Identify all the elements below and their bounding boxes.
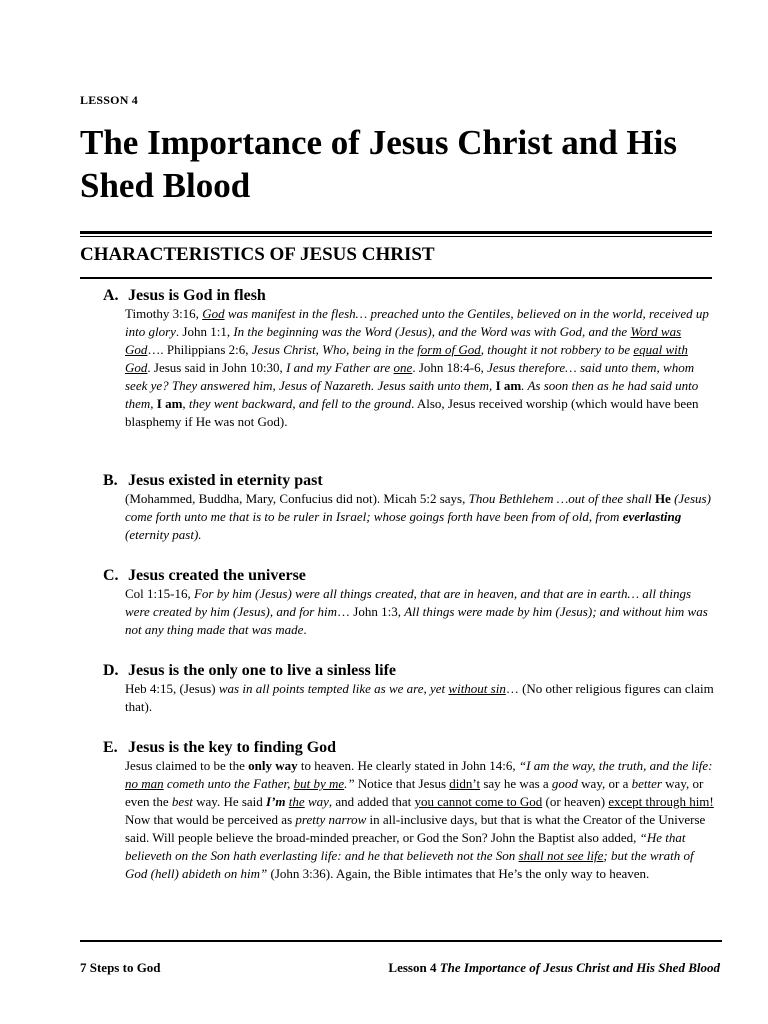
footer-lesson-name: The Importance of Jesus Christ and His Shed Blood bbox=[439, 960, 720, 975]
item-heading-text: Jesus is God in flesh bbox=[128, 287, 266, 304]
section-title: CHARACTERISTICS OF JESUS CHRIST bbox=[80, 244, 435, 265]
body-text-run: . John 1:1, bbox=[175, 324, 234, 339]
body-text-run: For by him (Jesus) were all things created, that are in heaven, and that are in earth… all things were created by him (Jesus), and for him bbox=[125, 586, 692, 619]
body-text-run: (Mohammed, Buddha, Mary, Confucius did not). Micah 5:2 says, bbox=[125, 491, 469, 506]
footer-lesson-prefix: Lesson 4 bbox=[388, 960, 440, 975]
item-body bbox=[125, 305, 715, 431]
body-text-run: Jesus therefore… said unto them, whom seek ye? They answered him, Jesus of Nazareth. Jesus saith unto them, bbox=[125, 360, 695, 393]
footer-lesson-title bbox=[388, 960, 720, 976]
body-text-run: but by me bbox=[293, 776, 345, 791]
body-text-run: I and my Father are bbox=[286, 360, 394, 375]
item-heading-text: Jesus is the key to finding God bbox=[128, 739, 337, 756]
body-text-run: you cannot come to God bbox=[414, 794, 543, 809]
body-text-run: best bbox=[171, 794, 193, 809]
body-text-run: shall not see life bbox=[518, 848, 604, 863]
body-text-run: I am bbox=[156, 396, 183, 411]
body-text-run: no man bbox=[125, 776, 164, 791]
body-text-run: In the beginning was the Word (Jesus), and the Word was with God, and the bbox=[233, 324, 631, 339]
body-text-run: didn’t bbox=[449, 776, 481, 791]
body-text-run: Now that would be perceived as bbox=[125, 812, 296, 827]
body-text-run: Timothy 3:16, bbox=[125, 306, 203, 321]
item-letter: D. bbox=[103, 662, 119, 679]
body-text-run: I am bbox=[495, 378, 522, 393]
body-text-run: God bbox=[202, 306, 225, 321]
item-body bbox=[125, 490, 715, 544]
body-text-run: Col 1:15-16, bbox=[125, 586, 194, 601]
body-text-run: Word was God bbox=[125, 324, 682, 357]
body-text-run: . As soon then as he had said unto them, bbox=[125, 378, 699, 411]
body-text-run: (John 3:36). Again, the Bible intimates that He’s the only way to heaven. bbox=[267, 866, 650, 881]
title-rule-thin bbox=[80, 236, 712, 237]
item-body bbox=[125, 680, 715, 716]
item-letter: E. bbox=[103, 739, 118, 756]
item-letter: A. bbox=[103, 287, 119, 304]
body-text-run: …. Philippians 2:6, bbox=[147, 342, 252, 357]
item-heading-text: Jesus existed in eternity past bbox=[128, 472, 323, 489]
body-text-run: was in all points tempted like as we are, yet bbox=[218, 681, 449, 696]
body-text-run: All things were made by him (Jesus); and without him was not any thing made that was made bbox=[125, 604, 708, 637]
body-text-run: pretty narrow bbox=[295, 812, 367, 827]
body-text-run: Jesus Christ, Who, being in the bbox=[251, 342, 418, 357]
item-heading bbox=[103, 661, 718, 680]
body-text-run: . Also, Jesus received worship (which would have been blasphemy if He was not God). bbox=[125, 396, 699, 429]
body-text-run: . Jesus said in John 10:30, bbox=[147, 360, 287, 375]
item-body bbox=[125, 585, 715, 639]
body-text-run: equal with God bbox=[125, 342, 688, 375]
item-heading bbox=[103, 471, 718, 490]
body-text-run: Heb 4:15, (Jesus) bbox=[125, 681, 219, 696]
page-title: The Importance of Jesus Christ and His Shed Blood bbox=[80, 123, 677, 205]
body-text-run: “He that believeth on the Son hath everlasting life: and he that believeth not the Son bbox=[125, 830, 686, 863]
body-text-run: (eternity past). bbox=[125, 527, 202, 542]
body-text-run: say he was a bbox=[480, 776, 552, 791]
body-text-run: way bbox=[304, 794, 329, 809]
list-item-c bbox=[103, 566, 718, 639]
body-text-run: , thought it not robbery to be bbox=[480, 342, 634, 357]
body-text-run: (Jesus) come forth unto me that is to be ruler in Israel; whose goings forth have been from of old, from bbox=[125, 491, 711, 524]
body-text-run: He bbox=[654, 491, 671, 506]
body-text-run: ; but the wrath of God (hell) abideth on him” bbox=[125, 848, 694, 881]
body-text-run: Jesus claimed to be the bbox=[125, 758, 249, 773]
list-item-e bbox=[103, 738, 718, 883]
body-text-run: , and added that bbox=[328, 794, 415, 809]
body-text-run: Notice that Jesus bbox=[354, 776, 450, 791]
footer-book-title: 7 Steps to God bbox=[80, 960, 161, 975]
list-item-d bbox=[103, 661, 718, 716]
body-text-run: (or heaven) bbox=[542, 794, 609, 809]
body-text-run: better bbox=[631, 776, 662, 791]
body-text-run: way. He said bbox=[192, 794, 267, 809]
body-text-run: … John 1:3, bbox=[337, 604, 405, 619]
body-text-run: , they went backward, and fell to the ground bbox=[182, 396, 412, 411]
footer-rule bbox=[80, 940, 722, 942]
body-text-run: Thou Bethlehem …out of thee shall bbox=[468, 491, 655, 506]
body-text-run: .” bbox=[344, 776, 355, 791]
body-text-run: only way bbox=[248, 758, 298, 773]
body-text-run: to heaven. He clearly stated in John 14:6, bbox=[297, 758, 519, 773]
lesson-label: LESSON 4 bbox=[80, 93, 138, 107]
body-text-run: in all-inclusive days, but that is what the Creator of the Universe said. Will people believe the broad-minded preacher, or God the Son? John the Baptist also added, bbox=[125, 812, 706, 845]
body-text-run: . John 18:4-6, bbox=[412, 360, 488, 375]
item-heading bbox=[103, 738, 718, 757]
body-text-run: cometh unto the Father, bbox=[163, 776, 294, 791]
body-text-run: “I am the way, the truth, and the life: bbox=[518, 758, 713, 773]
item-letter: B. bbox=[103, 472, 118, 489]
body-text-run: everlasting bbox=[622, 509, 682, 524]
body-text-run: except through him! bbox=[608, 794, 714, 809]
body-text-run: was manifest in the flesh… preached unto the Gentiles, believed on in the world, received up into glory bbox=[125, 306, 709, 339]
item-heading-text: Jesus is the only one to live a sinless life bbox=[128, 662, 397, 679]
body-text-run: without sin bbox=[448, 681, 506, 696]
section-rule bbox=[80, 277, 712, 279]
body-text-run: . bbox=[303, 622, 307, 637]
title-rule-thick bbox=[80, 231, 712, 234]
list-item-a bbox=[103, 286, 718, 431]
item-heading bbox=[103, 566, 718, 585]
body-text-run: form of God bbox=[417, 342, 481, 357]
body-text-run: I’m bbox=[266, 794, 286, 809]
body-text-run: one bbox=[393, 360, 413, 375]
body-text-run: the bbox=[288, 794, 305, 809]
body-text-run: way, or even the bbox=[125, 776, 704, 809]
item-body bbox=[125, 757, 715, 883]
body-text-run: way, or a bbox=[577, 776, 632, 791]
body-text-run: good bbox=[551, 776, 578, 791]
item-heading bbox=[103, 286, 718, 305]
item-letter: C. bbox=[103, 567, 119, 584]
list-item-b bbox=[103, 471, 718, 544]
item-heading-text: Jesus created the universe bbox=[128, 567, 306, 584]
body-text-run: … (No other religious figures can claim that). bbox=[125, 681, 714, 714]
